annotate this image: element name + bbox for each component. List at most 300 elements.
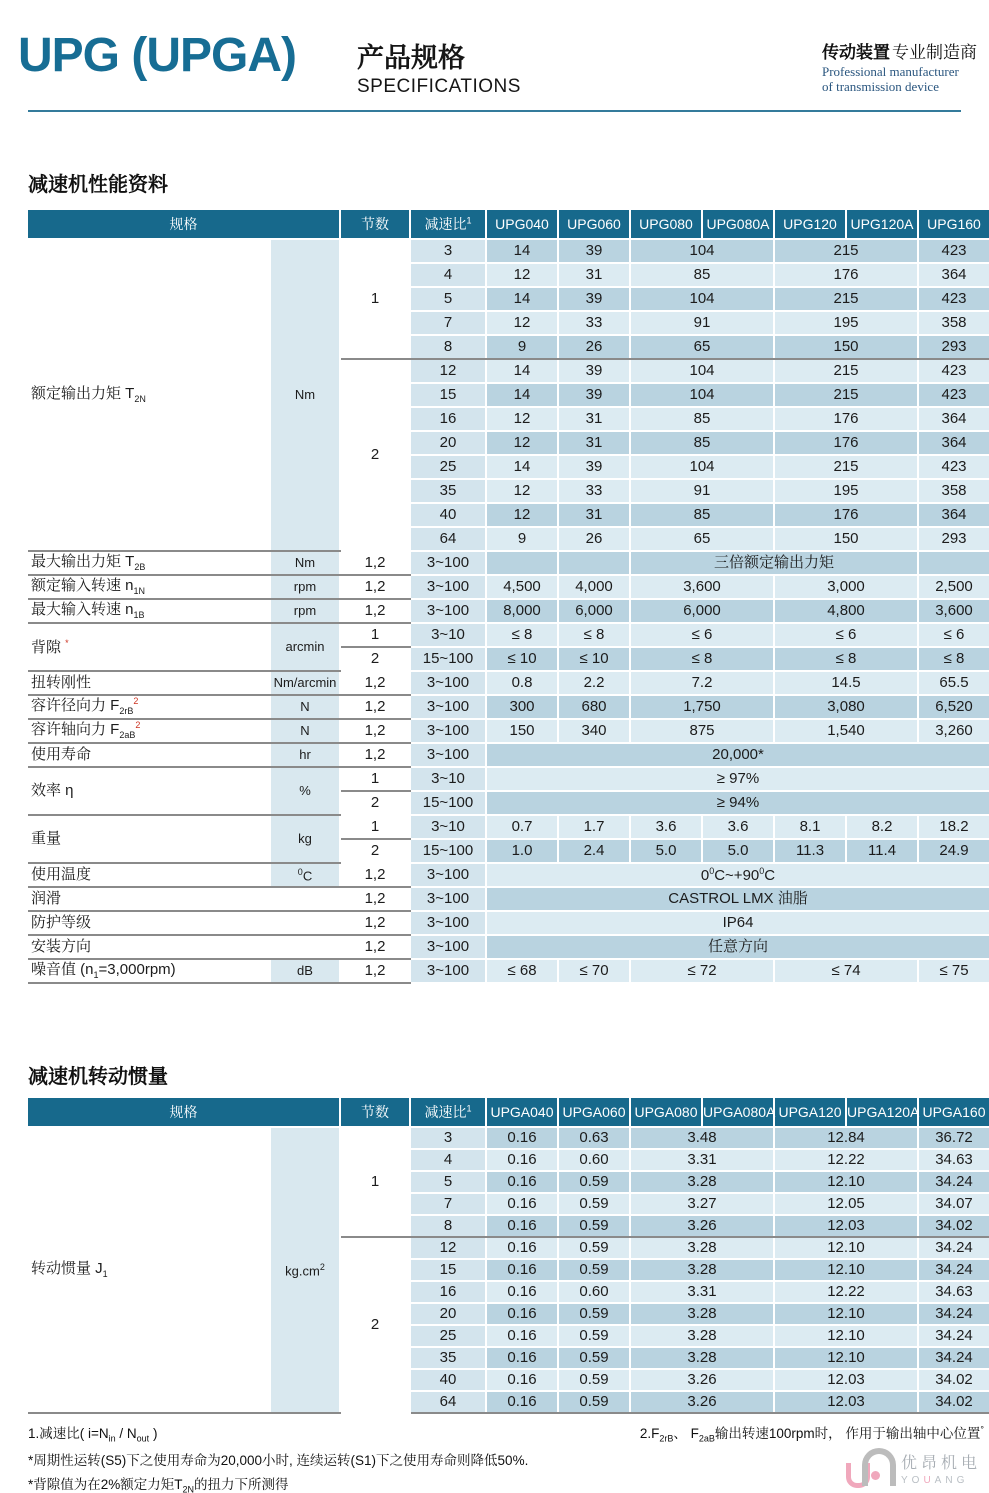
data-cell: 3,600: [918, 599, 989, 623]
data-cell: 14: [486, 287, 558, 311]
unit-cell: dB: [270, 959, 340, 983]
table-row: [28, 551, 989, 575]
data-cell: 293: [918, 527, 989, 551]
data-cell: 34.63: [918, 1149, 989, 1171]
data-cell: 215: [774, 359, 918, 383]
data-cell: 14: [486, 455, 558, 479]
table-row: [28, 959, 989, 983]
data-cell: 0.16: [486, 1325, 558, 1347]
tagline-en-line1: Professional manufacturer: [822, 64, 959, 79]
stage-cell: 1,2: [340, 911, 410, 935]
ratio-cell: 25: [410, 455, 486, 479]
data-cell: 3.27: [630, 1193, 774, 1215]
table-row: [28, 887, 989, 911]
data-cell: ≤ 74: [774, 959, 918, 983]
stage-cell: 1,2: [340, 551, 410, 575]
data-cell: 2.4: [558, 839, 630, 863]
unit-cell: N: [270, 719, 340, 743]
label-cell: 最大输出力矩 $T_{2B}$: [28, 551, 270, 575]
data-cell: 0.59: [558, 1215, 630, 1237]
logo-text-cn: 优昂机电: [900, 1455, 981, 1472]
data-cell: 12.03: [774, 1391, 918, 1413]
ratio-cell: 3~100: [410, 887, 486, 911]
stage-cell: 1: [340, 815, 410, 839]
data-cell: 358: [918, 479, 989, 503]
ratio-cell: 3~100: [410, 599, 486, 623]
data-cell: 3.26: [630, 1215, 774, 1237]
data-cell: 1,750: [630, 695, 774, 719]
performance-section-title: 减速机性能资料: [28, 174, 168, 196]
stage-cell: 1,2: [340, 935, 410, 959]
data-cell: 0.16: [486, 1391, 558, 1413]
data-cell: 3,260: [918, 719, 989, 743]
ratio-cell: 7: [410, 311, 486, 335]
footnote-force: $2.F_{2rB}$、 $F_{2aB}$输出转速100rpm时， 作用于输出轴中心位置°: [639, 1424, 984, 1444]
col-header-stages: 节数: [340, 210, 410, 239]
logo-arch-shape: [862, 1448, 896, 1486]
tagline-cn-rest: 专业制造商: [892, 43, 977, 62]
stage-cell: 1,2: [340, 959, 410, 983]
footnote-ratio: 1.减速比( $i=N_{in} / N_{out}$ ): [28, 1426, 158, 1444]
data-cell: 24.9: [918, 839, 989, 863]
ratio-cell: 15: [410, 1259, 486, 1281]
data-cell: 0.59: [558, 1325, 630, 1347]
col-header-model: UPG060: [558, 210, 630, 239]
data-cell: 31: [558, 407, 630, 431]
label-cell: 转动惯量 $J_1$: [28, 1127, 270, 1413]
data-cell: 12: [486, 407, 558, 431]
data-cell: 0.59: [558, 1391, 630, 1413]
data-cell: 3.31: [630, 1281, 774, 1303]
table-row: [28, 575, 989, 599]
data-cell: 14: [486, 359, 558, 383]
data-cell: 36.72: [918, 1127, 989, 1149]
col-header-model: UPG040: [486, 210, 558, 239]
data-cell: 34.24: [918, 1259, 989, 1281]
data-cell: 18.2: [918, 815, 989, 839]
data-cell: 176: [774, 407, 918, 431]
data-cell: 0.16: [486, 1259, 558, 1281]
data-cell: 91: [630, 479, 774, 503]
data-cell: 12.10: [774, 1303, 918, 1325]
data-cell: 31: [558, 431, 630, 455]
ratio-cell: 16: [410, 407, 486, 431]
data-cell: 39: [558, 287, 630, 311]
table-row: [28, 935, 989, 959]
col-header-model: UPG080A: [702, 210, 774, 239]
performance-table: [28, 210, 989, 984]
ratio-cell: 3: [410, 239, 486, 263]
data-cell: 12.03: [774, 1369, 918, 1391]
data-cell: 0.60: [558, 1281, 630, 1303]
data-cell: 12: [486, 503, 558, 527]
data-cell: 176: [774, 431, 918, 455]
ratio-cell: 40: [410, 1369, 486, 1391]
blank-cell: [270, 935, 340, 959]
col-header-model: UPGA080: [630, 1098, 702, 1127]
ratio-cell: 3~10: [410, 815, 486, 839]
data-cell: 三倍额定输出力矩: [630, 551, 918, 575]
ratio-cell: 64: [410, 527, 486, 551]
stage-cell: 1: [340, 623, 410, 647]
data-cell: 104: [630, 359, 774, 383]
data-cell: 8,000: [486, 599, 558, 623]
data-cell: 0.8: [486, 671, 558, 695]
ratio-cell: 64: [410, 1391, 486, 1413]
data-cell: 12.10: [774, 1347, 918, 1369]
ratio-cell: 3~100: [410, 911, 486, 935]
label-cell: 防护等级: [28, 911, 270, 935]
table-row: [28, 671, 989, 695]
tagline-en-line2: of transmission device: [822, 79, 939, 94]
footnote-backlash: *背隙值为在2%额定力矩$T_{2N}$的扭力下所测得: [28, 1477, 289, 1493]
ratio-cell: 3~100: [410, 671, 486, 695]
ratio-cell: 5: [410, 287, 486, 311]
data-cell: 150: [486, 719, 558, 743]
stage-cell: 1,2: [340, 671, 410, 695]
data-cell: 3.6: [702, 815, 774, 839]
data-cell: ≤ 10: [558, 647, 630, 671]
data-cell: 12.22: [774, 1281, 918, 1303]
data-cell: [486, 551, 558, 575]
stage-cell: 2: [340, 647, 410, 671]
data-cell: 0.59: [558, 1171, 630, 1193]
data-cell: ≤ 6: [774, 623, 918, 647]
table-row: [28, 863, 989, 887]
data-cell: 150: [774, 527, 918, 551]
data-cell: 0.16: [486, 1237, 558, 1259]
unit-cell: Nm/arcmin: [270, 671, 340, 695]
data-cell: 12.10: [774, 1325, 918, 1347]
data-cell: 34.02: [918, 1215, 989, 1237]
data-cell: 3.28: [630, 1237, 774, 1259]
data-cell: 104: [630, 239, 774, 263]
data-cell: 34.63: [918, 1281, 989, 1303]
ratio-cell: 3~100: [410, 719, 486, 743]
col-header-model: UPG160: [918, 210, 989, 239]
data-cell: 875: [630, 719, 774, 743]
logo-mark-icon: [846, 1446, 892, 1490]
data-cell: 215: [774, 455, 918, 479]
data-cell: 26: [558, 335, 630, 359]
unit-cell: rpm: [270, 575, 340, 599]
col-header-model: UPGA120: [774, 1098, 846, 1127]
ratio-cell: 15~100: [410, 647, 486, 671]
data-cell: 34.24: [918, 1303, 989, 1325]
ratio-cell: 3~100: [410, 935, 486, 959]
col-header-model: UPG120: [774, 210, 846, 239]
data-cell: 0.16: [486, 1149, 558, 1171]
data-cell: 4,500: [486, 575, 558, 599]
table-row: [28, 695, 989, 719]
data-cell: 3,000: [774, 575, 918, 599]
data-cell: 104: [630, 287, 774, 311]
data-cell: 0.60: [558, 1149, 630, 1171]
data-cell: 65: [630, 527, 774, 551]
data-cell: 8.1: [774, 815, 846, 839]
data-cell: 12: [486, 479, 558, 503]
data-cell: 11.4: [846, 839, 918, 863]
data-cell: 12.10: [774, 1171, 918, 1193]
data-cell: 1.0: [486, 839, 558, 863]
table-row: [28, 239, 989, 263]
data-cell: 85: [630, 263, 774, 287]
ratio-cell: 3~100: [410, 863, 486, 887]
col-header-model: UPGA080A: [702, 1098, 774, 1127]
ratio-cell: 3~10: [410, 623, 486, 647]
label-cell: 效率 η: [28, 767, 270, 815]
data-cell: 423: [918, 239, 989, 263]
data-cell: 39: [558, 239, 630, 263]
data-cell: 364: [918, 407, 989, 431]
data-cell: 8.2: [846, 815, 918, 839]
data-cell: 176: [774, 503, 918, 527]
logo-en-mid: U: [923, 1475, 935, 1486]
data-cell: 20,000*: [486, 743, 989, 767]
ratio-cell: 12: [410, 359, 486, 383]
data-cell: 215: [774, 383, 918, 407]
ratio-cell: 15: [410, 383, 486, 407]
label-cell: 安装方向: [28, 935, 270, 959]
data-cell: 423: [918, 287, 989, 311]
table-row: [28, 743, 989, 767]
data-cell: 65.5: [918, 671, 989, 695]
col-header-model: UPGA160: [918, 1098, 989, 1127]
stage-cell: 1,2: [340, 863, 410, 887]
data-cell: 104: [630, 455, 774, 479]
data-cell: 0.16: [486, 1303, 558, 1325]
data-cell: 5.0: [702, 839, 774, 863]
unit-cell: Nm: [270, 551, 340, 575]
data-cell: ≤ 75: [918, 959, 989, 983]
data-cell: 423: [918, 359, 989, 383]
data-cell: 9: [486, 527, 558, 551]
data-cell: 0.59: [558, 1193, 630, 1215]
data-cell: [918, 551, 989, 575]
ratio-cell: 15~100: [410, 791, 486, 815]
data-cell: 12.84: [774, 1127, 918, 1149]
table-row: [28, 1127, 989, 1149]
ratio-cell: 3~100: [410, 695, 486, 719]
data-cell: 0.59: [558, 1347, 630, 1369]
data-cell: 34.02: [918, 1369, 989, 1391]
data-cell: 0.59: [558, 1237, 630, 1259]
blank-cell: [270, 887, 340, 911]
data-cell: ≤ 8: [558, 623, 630, 647]
data-cell: 3.26: [630, 1391, 774, 1413]
data-cell: 0.59: [558, 1259, 630, 1281]
footnote-life: *周期性运转(S5)下之使用寿命为20,000小时, 连续运转(S1)下之使用寿命则降低50%.: [28, 1453, 529, 1468]
data-cell: 215: [774, 239, 918, 263]
stage-cell: 1,2: [340, 575, 410, 599]
data-cell: ≤ 6: [918, 623, 989, 647]
tagline-cn: [822, 38, 977, 63]
blank-cell: [270, 911, 340, 935]
data-cell: 31: [558, 263, 630, 287]
data-cell: 3.31: [630, 1149, 774, 1171]
data-cell: 33: [558, 479, 630, 503]
data-cell: 34.24: [918, 1171, 989, 1193]
data-cell: ≥ 94%: [486, 791, 989, 815]
data-cell: 12: [486, 263, 558, 287]
data-cell: 65: [630, 335, 774, 359]
unit-cell: hr: [270, 743, 340, 767]
data-cell: 0.16: [486, 1193, 558, 1215]
unit-cell: Nm: [270, 239, 340, 551]
label-cell: 额定输出力矩 $T_{2N}$: [28, 239, 270, 551]
data-cell: 11.3: [774, 839, 846, 863]
ratio-cell: 8: [410, 335, 486, 359]
data-cell: 215: [774, 287, 918, 311]
data-cell: 3.26: [630, 1369, 774, 1391]
data-cell: 3.48: [630, 1127, 774, 1149]
data-cell: 0.16: [486, 1281, 558, 1303]
data-cell: 358: [918, 311, 989, 335]
col-header-model: UPGA040: [486, 1098, 558, 1127]
data-cell: ≤ 8: [774, 647, 918, 671]
table-row: [28, 815, 989, 839]
data-cell: 340: [558, 719, 630, 743]
data-cell: 0.7: [486, 815, 558, 839]
label-cell: 润滑: [28, 887, 270, 911]
stage-cell: 2: [340, 359, 410, 551]
data-cell: 3.28: [630, 1259, 774, 1281]
data-cell: 12: [486, 431, 558, 455]
data-cell: 34.24: [918, 1237, 989, 1259]
data-cell: 34.24: [918, 1325, 989, 1347]
col-header-model: UPGA060: [558, 1098, 630, 1127]
data-cell: 34.07: [918, 1193, 989, 1215]
ratio-cell: 3~10: [410, 767, 486, 791]
data-cell: 39: [558, 455, 630, 479]
logo-text-en: [901, 1475, 981, 1486]
col-header-stages: 节数: [340, 1098, 410, 1127]
data-cell: 3.28: [630, 1347, 774, 1369]
label-cell: 背隙 *: [28, 623, 270, 671]
data-cell: ≤ 68: [486, 959, 558, 983]
ratio-cell: 12: [410, 1237, 486, 1259]
table-row: [28, 623, 989, 647]
data-cell: 104: [630, 383, 774, 407]
data-cell: 2.2: [558, 671, 630, 695]
unit-cell: $^0$C: [270, 863, 340, 887]
data-cell: 1.7: [558, 815, 630, 839]
data-cell: 423: [918, 455, 989, 479]
data-cell: 91: [630, 311, 774, 335]
tagline-en: [822, 64, 959, 94]
logo-en-post: ANG: [934, 1475, 969, 1486]
data-cell: 293: [918, 335, 989, 359]
unit-cell: $kg.cm^2$: [270, 1127, 340, 1413]
company-logo: [846, 1446, 981, 1490]
data-cell: ≤ 8: [918, 647, 989, 671]
stage-cell: 1,2: [340, 719, 410, 743]
ratio-cell: 4: [410, 263, 486, 287]
data-cell: 85: [630, 503, 774, 527]
label-cell: 噪音值 $(n_1=3,000rpm)$: [28, 959, 270, 983]
col-header-spec: 规格: [28, 1098, 340, 1127]
data-cell: 3.28: [630, 1325, 774, 1347]
data-cell: 12.05: [774, 1193, 918, 1215]
label-cell: 最大输入转速 $n_{1B}$: [28, 599, 270, 623]
inertia-header-row: [28, 1098, 989, 1127]
data-cell: 2,500: [918, 575, 989, 599]
label-cell: 扭转刚性: [28, 671, 270, 695]
data-cell: ≤ 70: [558, 959, 630, 983]
data-cell: $0^0C\sim+90^0C$: [486, 863, 989, 887]
unit-cell: arcmin: [270, 623, 340, 671]
data-cell: 0.16: [486, 1347, 558, 1369]
data-cell: 3,080: [774, 695, 918, 719]
col-header-model: UPG120A: [846, 210, 918, 239]
data-cell: 12: [486, 311, 558, 335]
data-cell: 195: [774, 479, 918, 503]
data-cell: 14.5: [774, 671, 918, 695]
data-cell: 31: [558, 503, 630, 527]
label-cell: 重量: [28, 815, 270, 863]
ratio-cell: 25: [410, 1325, 486, 1347]
data-cell: 26: [558, 527, 630, 551]
data-cell: 3,600: [630, 575, 774, 599]
data-cell: 14: [486, 383, 558, 407]
data-cell: 9: [486, 335, 558, 359]
data-cell: 0.59: [558, 1303, 630, 1325]
data-cell: 195: [774, 311, 918, 335]
data-cell: 12.10: [774, 1237, 918, 1259]
data-cell: 423: [918, 383, 989, 407]
col-header-ratio: 减速比$^1$: [410, 1098, 486, 1127]
performance-header-row: [28, 210, 989, 239]
data-cell: [558, 551, 630, 575]
unit-cell: kg: [270, 815, 340, 863]
label-cell: 使用寿命: [28, 743, 270, 767]
stage-cell: 1,2: [340, 695, 410, 719]
header-divider: [28, 110, 961, 112]
data-cell: 6,000: [630, 599, 774, 623]
stage-cell: 1,2: [340, 887, 410, 911]
ratio-cell: 16: [410, 1281, 486, 1303]
data-cell: ≥ 97%: [486, 767, 989, 791]
data-cell: ≤ 6: [630, 623, 774, 647]
stage-cell: 1,2: [340, 743, 410, 767]
col-header-ratio: 减速比$^1$: [410, 210, 486, 239]
inertia-section-title: 减速机转动惯量: [28, 1066, 168, 1088]
label-cell: 额定输入转速 $n_{1N}$: [28, 575, 270, 599]
data-cell: ≤ 8: [630, 647, 774, 671]
table-row: [28, 719, 989, 743]
data-cell: 0.16: [486, 1215, 558, 1237]
stage-cell: 2: [340, 839, 410, 863]
data-cell: 0.16: [486, 1171, 558, 1193]
data-cell: ≤ 10: [486, 647, 558, 671]
data-cell: 34.02: [918, 1391, 989, 1413]
unit-cell: N: [270, 695, 340, 719]
ratio-cell: 3~100: [410, 551, 486, 575]
data-cell: 3.28: [630, 1303, 774, 1325]
data-cell: 3.28: [630, 1171, 774, 1193]
data-cell: 680: [558, 695, 630, 719]
stage-cell: 1: [340, 1127, 410, 1237]
label-cell: 使用温度: [28, 863, 270, 887]
data-cell: 0.16: [486, 1127, 558, 1149]
col-header-model: UPGA120A: [846, 1098, 918, 1127]
stage-cell: 1,2: [340, 599, 410, 623]
data-cell: 6,520: [918, 695, 989, 719]
unit-cell: rpm: [270, 599, 340, 623]
ratio-cell: 3~100: [410, 959, 486, 983]
spec-title-cn: 产品规格: [357, 43, 465, 73]
col-header-spec: 规格: [28, 210, 340, 239]
